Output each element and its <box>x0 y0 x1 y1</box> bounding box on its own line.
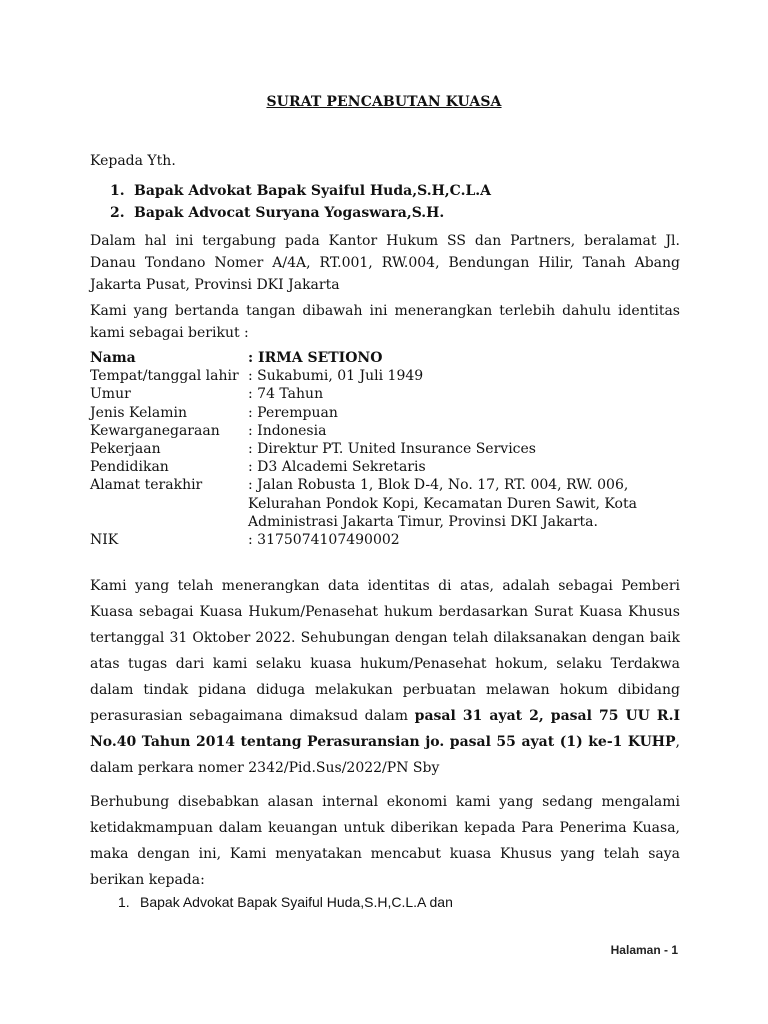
identity-label: Pendidikan <box>90 459 169 476</box>
recipient-name: Bapak Advocat Suryana Yogaswara,S.H. <box>134 205 445 221</box>
page-number: Halaman - 1 <box>610 943 678 957</box>
list-item <box>110 180 491 202</box>
identity-row <box>90 531 690 549</box>
document-title: SURAT PENCABUTAN KUASA <box>266 94 502 110</box>
identity-row <box>90 440 690 458</box>
list-number: 1. <box>118 894 130 910</box>
identity-value: : 3175074107490002 <box>248 532 400 549</box>
revocation-paragraph: Berhubung disebabkan alasan internal ekonomi kami yang sedang mengalami ketidakmampuan dalam keuangan untuk diberikan kepada Para Penerima Kuasa, maka dengan ini, Kami menyatakan mencabut kuasa Khusus yang telah saya berikan kepada: <box>90 794 680 888</box>
intro-paragraph: Kami yang bertanda tangan dibawah ini menerangkan terlebih dahulu identitas kami sebagai berikut : <box>90 303 680 341</box>
identity-label: Pekerjaan <box>90 441 161 458</box>
identity-label: NIK <box>90 532 119 549</box>
identity-value: : Sukabumi, 01 Juli 1949 <box>248 368 424 385</box>
list-item <box>110 202 491 224</box>
identity-value: : 74 Tahun <box>248 386 324 403</box>
identity-value: : Direktur PT. United Insurance Services <box>248 441 536 458</box>
list-number: 1. <box>110 183 125 199</box>
identity-label: Nama <box>90 350 136 366</box>
identity-label: Jenis Kelamin <box>90 404 187 421</box>
identity-value: : Jalan Robusta 1, Blok D-4, No. 17, RT. 004, RW. 006, Kelurahan Pondok Kopi, Kecamatan Duren Sawit, Kota Administrasi Jakarta Timur, Provinsi DKI Jakarta. <box>248 477 637 530</box>
recipient-name: Bapak Advokat Bapak Syaiful Huda,S.H,C.L.A <box>134 183 492 199</box>
identity-value: : Indonesia <box>248 422 327 439</box>
list-item <box>118 894 453 910</box>
mandate-paragraph <box>90 573 680 781</box>
identity-row <box>90 349 690 367</box>
revoked-list <box>118 894 453 910</box>
list-number: 2. <box>110 205 125 221</box>
identity-value: : Perempuan <box>248 404 338 421</box>
recipient-list <box>110 180 491 224</box>
address-paragraph: Dalam hal ini tergabung pada Kantor Hukum SS dan Partners, beralamat Jl. Danau Tondano Nomer A/4A, RT.001, RW.004, Bendungan Hilir, Tanah Abang Jakarta Pusat, Provinsi DKI Jakarta <box>90 233 680 293</box>
identity-label: Alamat terakhir <box>90 477 203 494</box>
identity-label: Kewarganegaraan <box>90 422 220 439</box>
legal-basis: pasal 31 ayat 2, pasal 75 UU R.I No.40 Tahun 2014 tentang Perasuransian jo. pasal 55 ayat (1) ke-1 KUHP <box>90 708 680 750</box>
identity-row <box>90 367 690 385</box>
identity-row <box>90 404 690 422</box>
identity-value: : D3 Alcademi Sekretaris <box>248 459 426 476</box>
identity-row <box>90 422 690 440</box>
identity-row <box>90 476 690 531</box>
greeting: Kepada Yth. <box>90 153 176 169</box>
identity-label: Umur <box>90 386 131 403</box>
revoked-name: Bapak Advokat Bapak Syaiful Huda,S.H,C.L.A dan <box>140 894 453 910</box>
identity-value: : IRMA SETIONO <box>248 350 383 366</box>
mandate-text-before: Kami yang telah menerangkan data identitas di atas, adalah sebagai Pemberi Kuasa sebagai Kuasa Hukum/Penasehat hukum berdasarkan Surat Kuasa Khusus tertanggal 31 Oktober 2022. Sehubungan dengan telah dilaksanakan dengan baik atas tugas dari kami selaku kuasa hukum/Penasehat hokum, selaku Terdakwa dalam tindak pidana diduga melakukan perbuatan melawan hokum dibidang perasurasian sebagaimana dimaksud dalam <box>90 578 680 724</box>
identity-table <box>90 349 690 549</box>
identity-label: Tempat/tanggal lahir <box>90 368 239 385</box>
mandate-text-after: , dalam perkara nomer 2342/Pid.Sus/2022/PN Sby <box>90 734 680 776</box>
identity-row <box>90 458 690 476</box>
identity-row <box>90 385 690 403</box>
